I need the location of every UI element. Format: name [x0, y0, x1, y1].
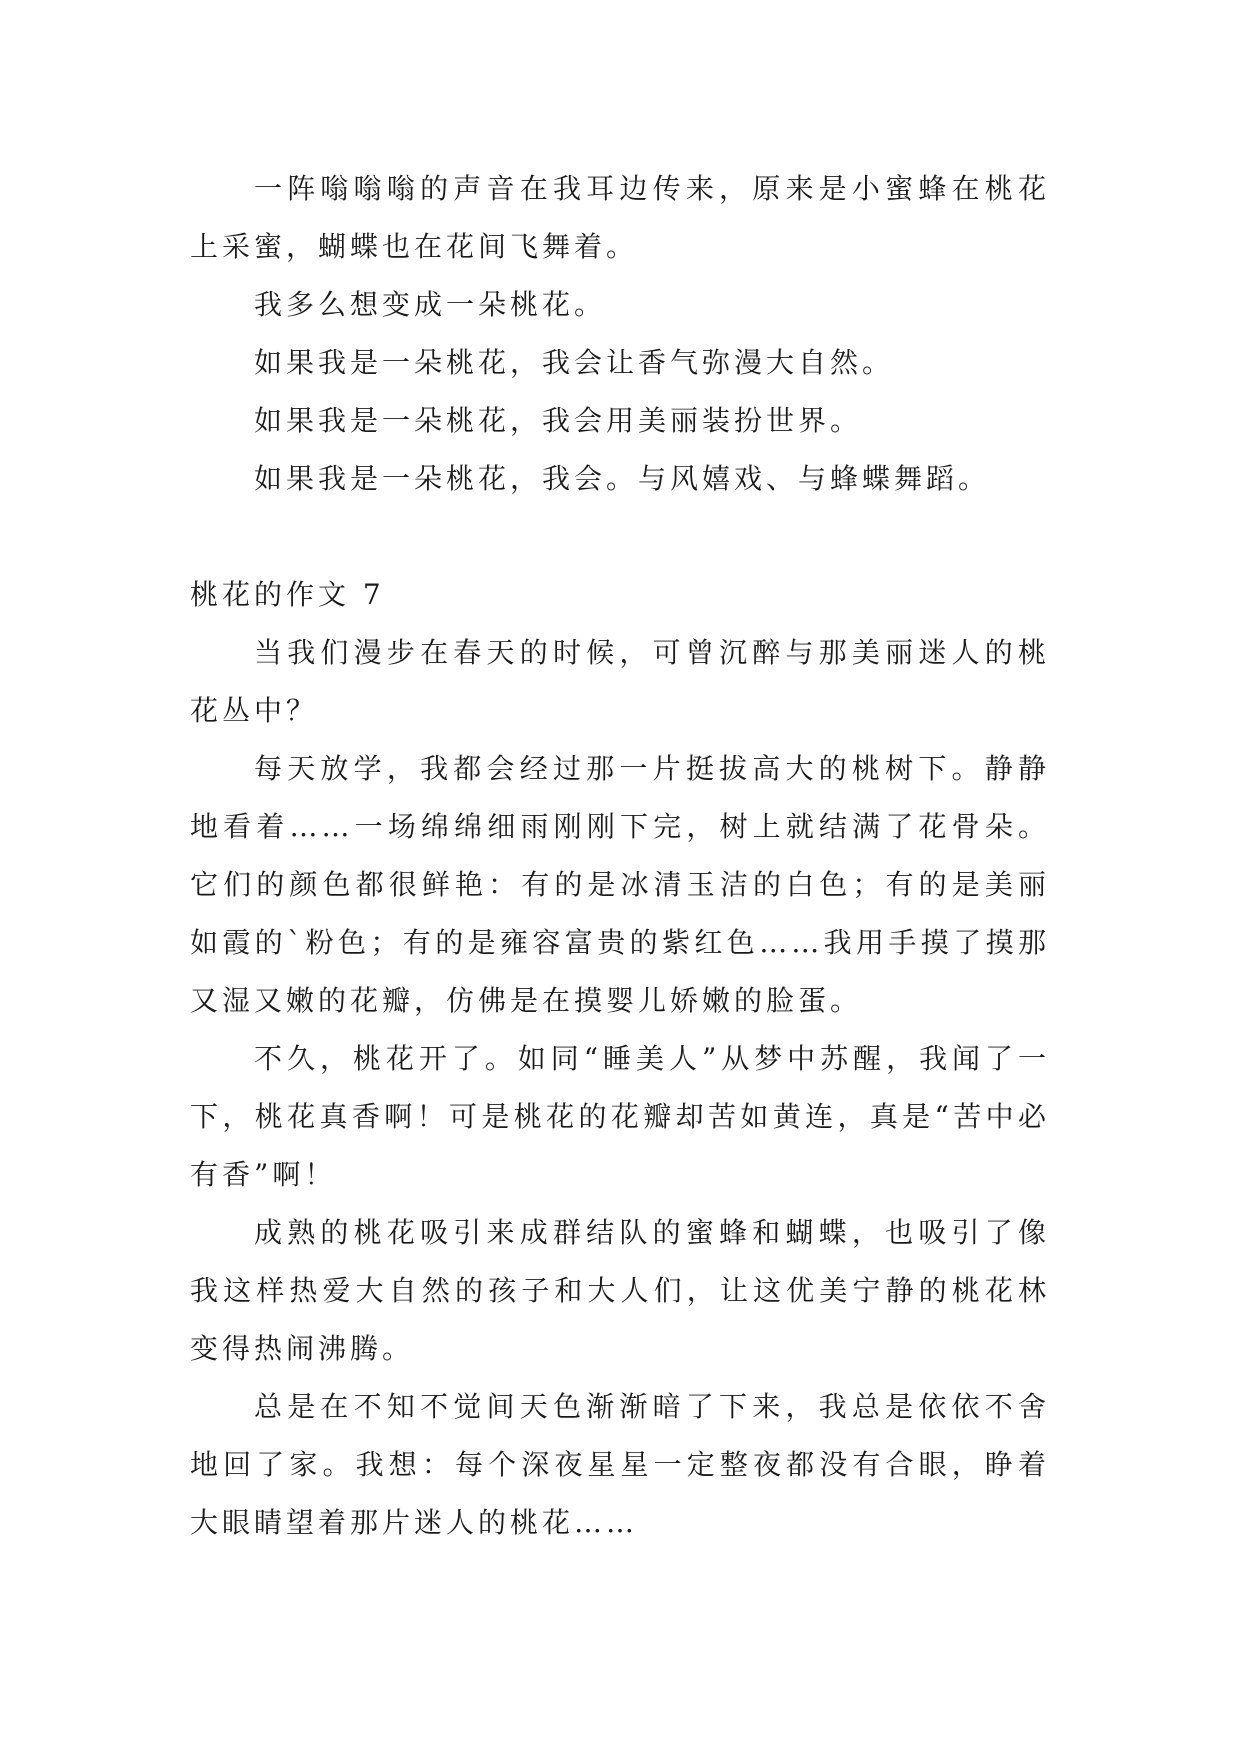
- paragraph: 如果我是一朵桃花，我会。与风嬉戏、与蜂蝶舞蹈。: [254, 462, 991, 495]
- paragraph: 总是在不知不觉间天色渐渐暗了下来，我总是依依不舍地回了家。我想：每个深夜星星一定整夜都没有合眼，睁着大眼睛望着那片迷人的桃花……: [190, 1390, 1050, 1539]
- section-heading: 桃花的作文 7: [190, 578, 385, 611]
- paragraph: 一阵嗡嗡嗡的声音在我耳边传来，原来是小蜜蜂在桃花上采蜜，蝴蝶也在花间飞舞着。: [190, 172, 1050, 263]
- paragraph: 每天放学，我都会经过那一片挺拔高大的桃树下。静静地看着……一场绵绵细雨刚刚下完，树上就结满了花骨朵。它们的颜色都很鲜艳：有的是冰清玉洁的白色；有的是美丽如霞的`粉色；有的是雍容富贵的紫红色……我用手摸了摸那又湿又嫩的花瓣，仿佛是在摸婴儿娇嫩的脸蛋。: [190, 752, 1050, 1017]
- paragraph: 不久，桃花开了。如同“睡美人”从梦中苏醒，我闻了一下，桃花真香啊！可是桃花的花瓣却苦如黄连，真是“苦中必有香”啊！: [190, 1042, 1050, 1191]
- document-body: [190, 160, 1050, 1552]
- section-spacer: [190, 508, 1050, 566]
- paragraph: 我多么想变成一朵桃花。: [254, 288, 607, 321]
- paragraph: 成熟的桃花吸引来成群结队的蜜蜂和蝴蝶，也吸引了像我这样热爱大自然的孩子和大人们，让这优美宁静的桃花林变得热闹沸腾。: [190, 1216, 1050, 1365]
- paragraph: 如果我是一朵桃花，我会让香气弥漫大自然。: [254, 346, 895, 379]
- paragraph: 如果我是一朵桃花，我会用美丽装扮世界。: [254, 404, 863, 437]
- paragraph: 当我们漫步在春天的时候，可曾沉醉与那美丽迷人的桃花丛中？: [190, 636, 1050, 727]
